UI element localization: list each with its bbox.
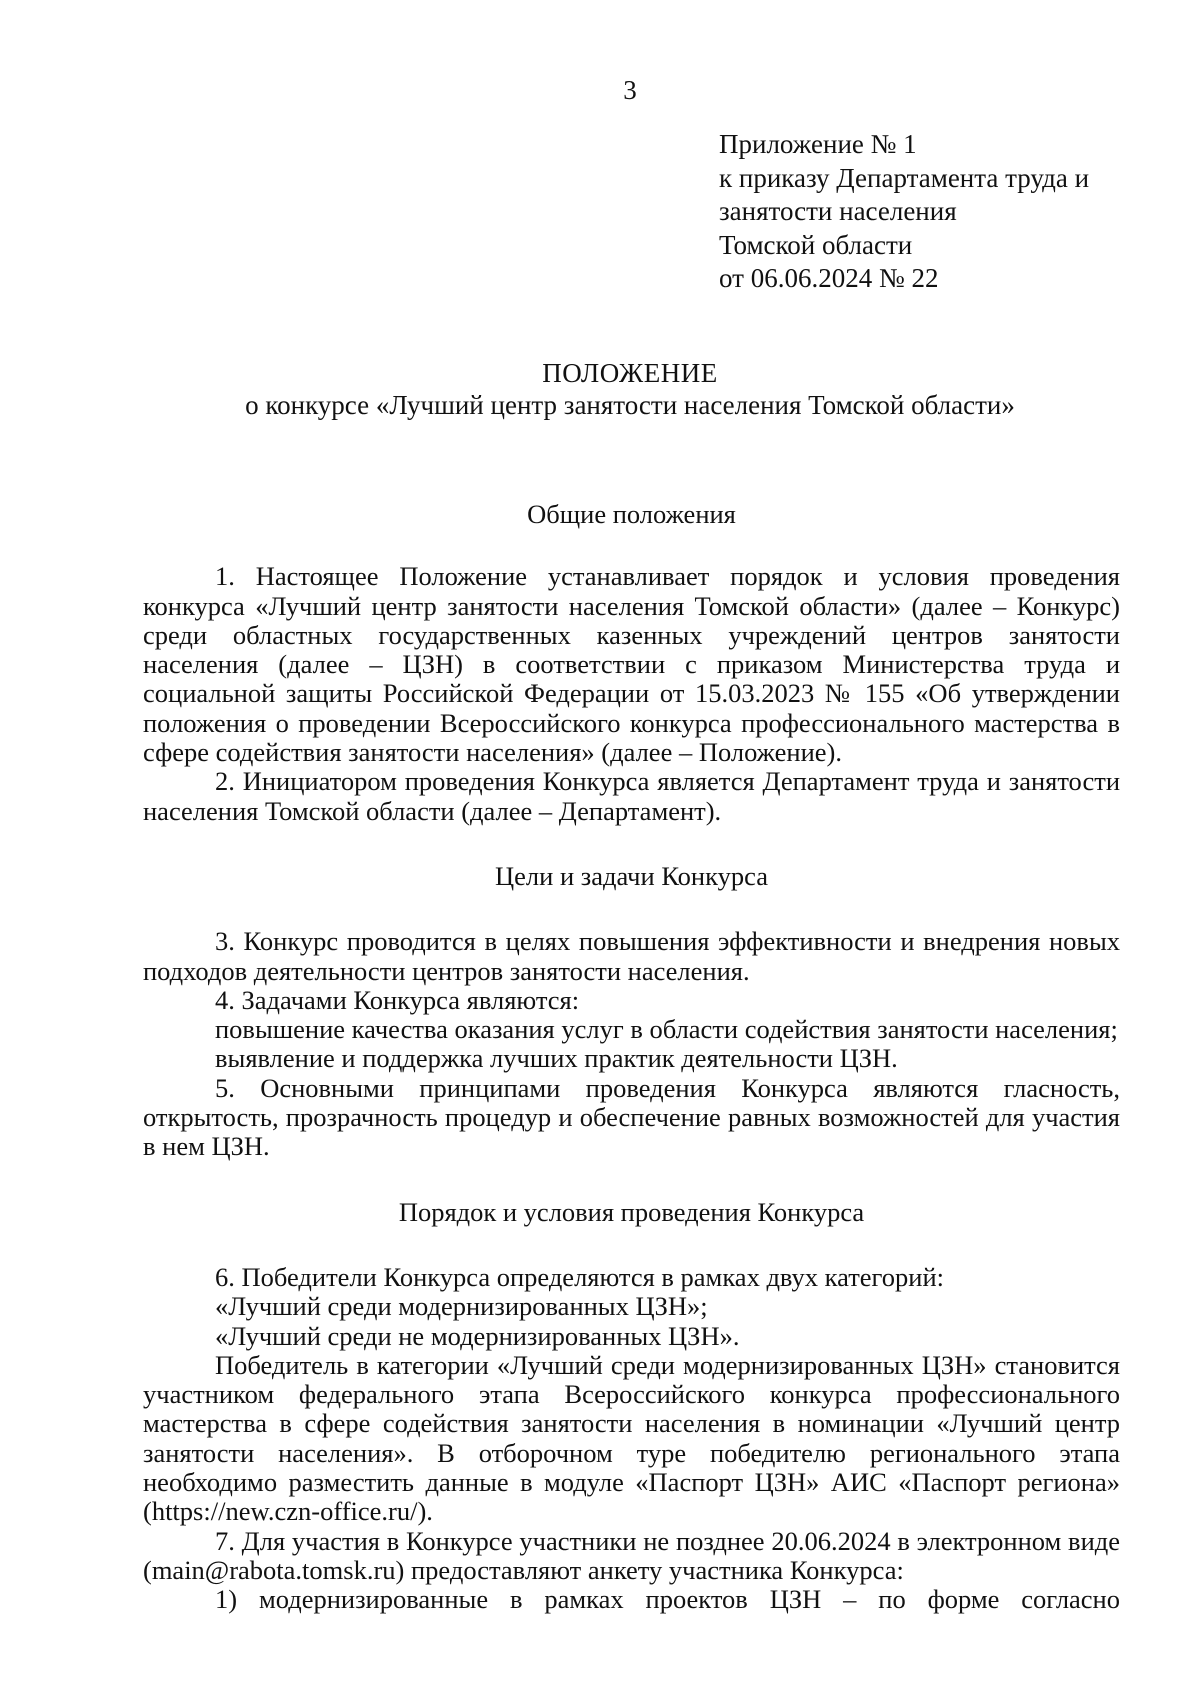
appendix-line: к приказу Департамента труда и: [719, 162, 1090, 193]
paragraph: 2. Инициатором проведения Конкурса является Департамент труда и занятости населения Томской области (далее – Департамент).: [143, 766, 1120, 826]
appendix-line: от 06.06.2024 № 22: [719, 263, 939, 293]
paragraph: повышение качества оказания услуг в области содействия занятости населения;: [215, 1014, 1118, 1045]
paragraph: «Лучший среди не модернизированных ЦЗН».: [215, 1320, 740, 1351]
section-heading: Цели и задачи Конкурса: [495, 860, 768, 891]
section-heading: Общие положения: [527, 499, 736, 529]
section-heading: Порядок и условия проведения Конкурса: [398, 1196, 865, 1227]
appendix-line: Приложение № 1: [719, 129, 917, 159]
paragraph: 7. Для участия в Конкурсе участники не позднее 20.06.2024 в электронном виде (main@rabota.tomsk.ru) предоставляют анкету участника Конкурса:: [143, 1525, 1120, 1585]
paragraph: 1. Настоящее Положение устанавливает порядок и условия проведения конкурса «Лучший центр занятости населения Томской области» (далее – Конкурс) среди областных государственных казенных учреждений центров занятости населения (далее – ЦЗН) в соответствии с приказом Министерства труда и социальной защиты Российской Федерации от 15.03.2023 № 155 «Об утверждении положения о проведении Всероссийского конкурса профессионального мастерства в сфере содействия занятости населения» (далее – Положение).: [143, 561, 1120, 768]
paragraph: 1) модернизированные в рамках проектов ЦЗН – по форме согласно: [215, 1584, 1120, 1615]
paragraph: 5. Основными принципами проведения Конкурса являются гласность, открытость, прозрачность процедур и обеспечение равных возможностей для участия в нем ЦЗН.: [143, 1072, 1120, 1162]
paragraph: выявление и поддержка лучших практик деятельности ЦЗН.: [215, 1043, 898, 1074]
paragraph: «Лучший среди модернизированных ЦЗН»;: [215, 1291, 708, 1322]
appendix-line: занятости населения: [719, 196, 957, 226]
document-body: [143, 500, 1120, 1615]
document-title: ПОЛОЖЕНИЕ: [542, 358, 718, 388]
page-number: 3: [623, 75, 637, 105]
appendix-line: Томской области: [719, 229, 913, 260]
paragraph: 4. Задачами Конкурса являются:: [215, 984, 580, 1015]
paragraph: 3. Конкурс проводится в целях повышения эффективности и внедрения новых подходов деятельности центров занятости населения.: [143, 926, 1120, 986]
document-title-block: [0, 357, 1200, 421]
appendix-header: [719, 128, 1089, 296]
paragraph: 6. Победители Конкурса определяются в рамках двух категорий:: [215, 1261, 944, 1292]
paragraph: Победитель в категории «Лучший среди модернизированных ЦЗН» становится участником федерального этапа Всероссийского конкурса профессионального мастерства в сфере содействия занятости населения в номинации «Лучший центр занятости населения». В отборочном туре победителю регионального этапа необходимо разместить данные в модуле «Паспорт ЦЗН» АИС «Паспорт региона» (https://new.czn-office.ru/).: [143, 1349, 1120, 1527]
document-subtitle: о конкурсе «Лучший центр занятости населения Томской области»: [245, 390, 1015, 420]
